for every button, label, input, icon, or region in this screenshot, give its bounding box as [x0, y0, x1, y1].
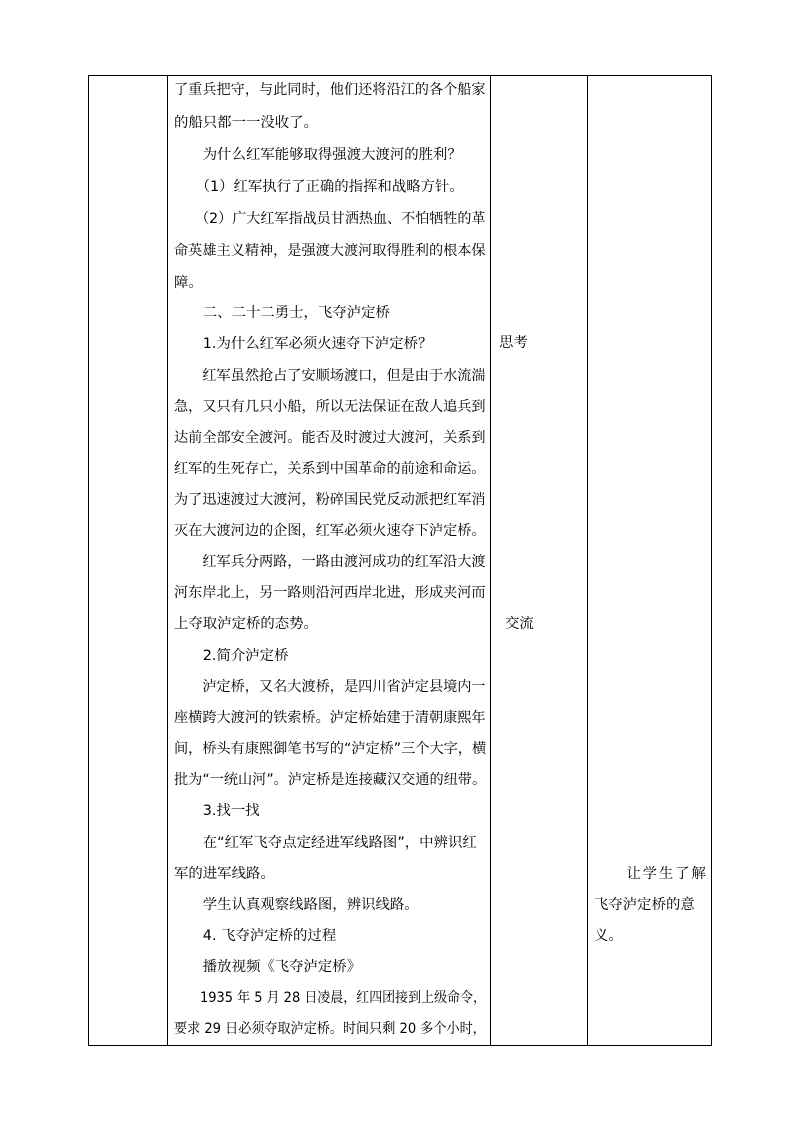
content-column-cell — [168, 76, 491, 1046]
content-line: 障。 — [174, 275, 203, 291]
content-line: 在“红军飞夺点定经进军线路图”，中辨识红 — [174, 835, 477, 851]
content-line: 1935 年 5 月 28 日凌晨，红四团接到上级命令， — [174, 990, 486, 1006]
content-line: 泸定桥，又名大渡桥，是四川省泸定县境内一 — [174, 679, 486, 695]
content-line: 3.找一找 — [174, 803, 260, 819]
content-line: 红军虽然抢占了安顺场渡口，但是由于水流湍 — [174, 368, 486, 384]
content-line: 播放视频《飞夺泸定桥》 — [174, 959, 362, 975]
student-activity-cell — [491, 76, 588, 1046]
content-line: （1）红军执行了正确的指挥和战略方针。 — [174, 179, 464, 195]
content-line: 达前全部安全渡河。能否及时渡过大渡河，关系到 — [174, 430, 486, 446]
design-intent-line: 义。 — [594, 928, 623, 944]
content-line: 河东岸北上，另一路则沿河西岸北进，形成夹河而 — [174, 585, 486, 601]
design-intent-cell — [588, 76, 712, 1046]
content-line: 学生认真观察线路图，辨识线路。 — [174, 897, 419, 913]
exchange-label: 交流 — [505, 616, 534, 632]
stage-column-cell — [89, 76, 168, 1046]
content-line: 批为“一统山河”。泸定桥是连接藏汉交通的纽带。 — [174, 772, 487, 788]
content-line: 4. 飞夺泸定桥的过程 — [174, 928, 337, 944]
content-line: （2）广大红军指战员甘洒热血、不怕牺牲的革 — [174, 211, 486, 227]
content-line: 为什么红军能够取得强渡大渡河的胜利？ — [174, 147, 462, 163]
content-line: 要求 29 日必须夺取泸定桥。时间只剩 20 多个小时， — [174, 1021, 486, 1037]
content-line: 的船只都一一没收了。 — [174, 115, 318, 131]
design-intent-line: 让学生了解 — [594, 866, 708, 882]
section-heading: 二、二十二勇士，飞夺泸定桥 — [174, 305, 390, 321]
content-line: 了重兵把守，与此同时，他们还将沿江的各个船家 — [174, 82, 486, 98]
content-line: 红军的生死存亡，关系到中国革命的前途和命运。 — [174, 461, 486, 477]
content-line: 1.为什么红军必须火速夺下泸定桥？ — [174, 336, 433, 352]
lesson-plan-table — [88, 75, 712, 1046]
design-intent-line: 飞夺泸定桥的意 — [594, 897, 695, 913]
content-line: 红军兵分两路，一路由渡河成功的红军沿大渡 — [174, 554, 486, 570]
content-line: 灭在大渡河边的企图，红军必须火速夺下泸定桥。 — [174, 523, 486, 539]
content-line: 2.简介泸定桥 — [174, 648, 289, 664]
content-line: 座横跨大渡河的铁索桥。泸定桥始建于清朝康熙年 — [174, 710, 486, 726]
content-line: 急，又只有几只小船，所以无法保证在敌人追兵到 — [174, 399, 486, 415]
content-line: 间，桥头有康熙御笔书写的“泸定桥”三个大字，横 — [174, 741, 487, 757]
content-line: 命英雄主义精神，是强渡大渡河取得胜利的根本保 — [174, 243, 486, 259]
content-line: 上夺取泸定桥的态势。 — [174, 616, 318, 632]
think-label: 思考 — [499, 335, 528, 351]
content-line: 为了迅速渡过大渡河，粉碎国民党反动派把红军消 — [174, 492, 486, 508]
content-line: 军的进军线路。 — [174, 866, 275, 882]
